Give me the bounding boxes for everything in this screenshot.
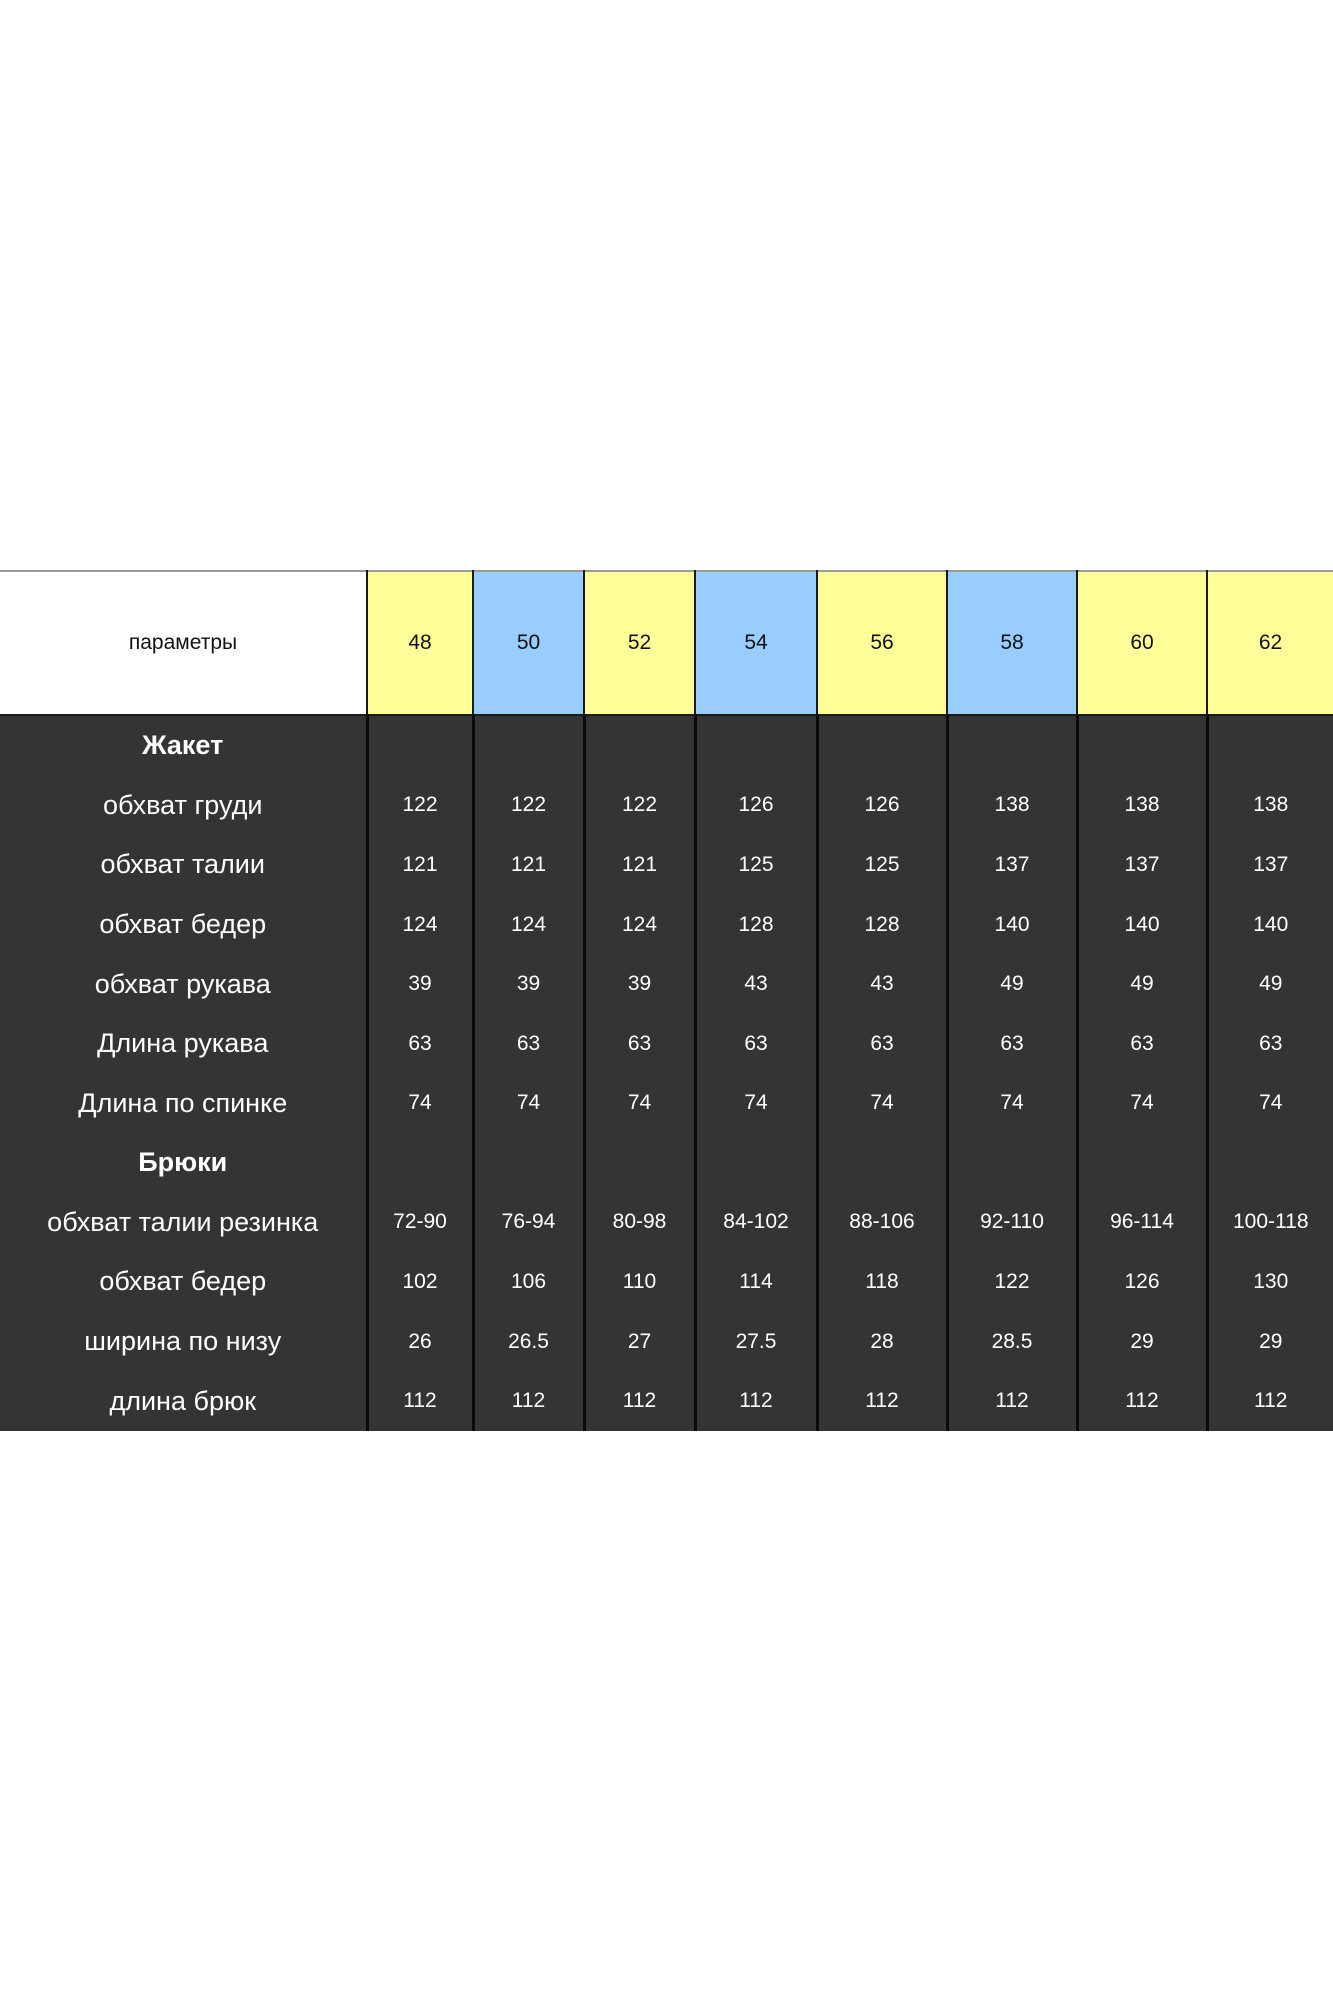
value-cell: 106 — [473, 1252, 584, 1312]
value-cell: 122 — [473, 776, 584, 836]
size-header-50: 50 — [473, 571, 584, 715]
value-cell: 124 — [584, 895, 695, 955]
value-cell: 138 — [947, 776, 1077, 836]
value-cell: 28 — [817, 1312, 947, 1372]
row-label: обхват талии резинка — [0, 1193, 367, 1253]
value-cell — [1207, 1133, 1333, 1193]
value-cell: 125 — [695, 835, 817, 895]
value-cell: 74 — [367, 1073, 473, 1133]
value-cell: 130 — [1207, 1252, 1333, 1312]
value-cell: 102 — [367, 1252, 473, 1312]
value-cell: 121 — [367, 835, 473, 895]
table-row — [0, 1073, 1333, 1133]
value-cell: 63 — [1077, 1014, 1207, 1074]
value-cell: 122 — [947, 1252, 1077, 1312]
value-cell — [817, 715, 947, 776]
size-header-row — [0, 571, 1333, 715]
value-cell: 74 — [947, 1073, 1077, 1133]
value-cell: 137 — [1077, 835, 1207, 895]
value-cell: 74 — [817, 1073, 947, 1133]
value-cell: 112 — [1077, 1371, 1207, 1431]
value-cell — [473, 1133, 584, 1193]
value-cell — [695, 1133, 817, 1193]
value-cell — [367, 1133, 473, 1193]
size-chart-table — [0, 570, 1333, 1431]
value-cell: 26 — [367, 1312, 473, 1372]
value-cell: 29 — [1077, 1312, 1207, 1372]
value-cell: 63 — [367, 1014, 473, 1074]
row-label: Жакет — [0, 715, 367, 776]
value-cell: 124 — [367, 895, 473, 955]
value-cell: 27 — [584, 1312, 695, 1372]
value-cell — [584, 715, 695, 776]
value-cell — [1077, 1133, 1207, 1193]
value-cell: 74 — [584, 1073, 695, 1133]
value-cell: 74 — [1207, 1073, 1333, 1133]
size-header-60: 60 — [1077, 571, 1207, 715]
row-label: ширина по низу — [0, 1312, 367, 1372]
row-label: длина брюк — [0, 1371, 367, 1431]
value-cell: 114 — [695, 1252, 817, 1312]
value-cell: 63 — [1207, 1014, 1333, 1074]
size-header-54: 54 — [695, 571, 817, 715]
table-row — [0, 1193, 1333, 1253]
value-cell: 39 — [473, 954, 584, 1014]
value-cell: 118 — [817, 1252, 947, 1312]
row-label: обхват груди — [0, 776, 367, 836]
value-cell: 122 — [584, 776, 695, 836]
row-label: Брюки — [0, 1133, 367, 1193]
row-label: обхват бедер — [0, 895, 367, 955]
value-cell: 49 — [1077, 954, 1207, 1014]
value-cell: 63 — [473, 1014, 584, 1074]
section-row-jacket — [0, 715, 1333, 776]
value-cell: 26.5 — [473, 1312, 584, 1372]
value-cell — [947, 715, 1077, 776]
value-cell: 112 — [947, 1371, 1077, 1431]
row-label: обхват бедер — [0, 1252, 367, 1312]
value-cell: 128 — [817, 895, 947, 955]
value-cell: 39 — [584, 954, 695, 1014]
value-cell: 140 — [1077, 895, 1207, 955]
value-cell: 112 — [367, 1371, 473, 1431]
table-row — [0, 1252, 1333, 1312]
value-cell: 121 — [584, 835, 695, 895]
value-cell: 74 — [1077, 1073, 1207, 1133]
row-label: Длина рукава — [0, 1014, 367, 1074]
value-cell: 39 — [367, 954, 473, 1014]
value-cell: 140 — [947, 895, 1077, 955]
value-cell: 138 — [1207, 776, 1333, 836]
value-cell — [947, 1133, 1077, 1193]
value-cell: 28.5 — [947, 1312, 1077, 1372]
value-cell — [817, 1133, 947, 1193]
value-cell — [1207, 715, 1333, 776]
value-cell: 112 — [1207, 1371, 1333, 1431]
parameters-header: параметры — [0, 571, 367, 715]
row-label: Длина по спинке — [0, 1073, 367, 1133]
value-cell: 43 — [817, 954, 947, 1014]
value-cell: 63 — [584, 1014, 695, 1074]
value-cell: 112 — [817, 1371, 947, 1431]
table-row — [0, 1014, 1333, 1074]
value-cell — [367, 715, 473, 776]
value-cell — [1077, 715, 1207, 776]
value-cell: 110 — [584, 1252, 695, 1312]
value-cell — [695, 715, 817, 776]
row-label: обхват талии — [0, 835, 367, 895]
value-cell: 140 — [1207, 895, 1333, 955]
value-cell: 121 — [473, 835, 584, 895]
table-row — [0, 1371, 1333, 1431]
value-cell: 125 — [817, 835, 947, 895]
size-header-58: 58 — [947, 571, 1077, 715]
value-cell: 80-98 — [584, 1193, 695, 1253]
table-row — [0, 1312, 1333, 1372]
value-cell: 126 — [817, 776, 947, 836]
table-row — [0, 776, 1333, 836]
size-header-62: 62 — [1207, 571, 1333, 715]
section-row-trousers — [0, 1133, 1333, 1193]
value-cell: 63 — [947, 1014, 1077, 1074]
size-header-52: 52 — [584, 571, 695, 715]
value-cell: 76-94 — [473, 1193, 584, 1253]
value-cell: 72-90 — [367, 1193, 473, 1253]
value-cell: 100-118 — [1207, 1193, 1333, 1253]
value-cell: 124 — [473, 895, 584, 955]
value-cell: 29 — [1207, 1312, 1333, 1372]
value-cell: 112 — [584, 1371, 695, 1431]
value-cell: 63 — [817, 1014, 947, 1074]
size-header-48: 48 — [367, 571, 473, 715]
value-cell — [473, 715, 584, 776]
value-cell: 92-110 — [947, 1193, 1077, 1253]
table-row — [0, 835, 1333, 895]
table-row — [0, 895, 1333, 955]
value-cell: 122 — [367, 776, 473, 836]
value-cell — [584, 1133, 695, 1193]
size-header-56: 56 — [817, 571, 947, 715]
value-cell: 49 — [947, 954, 1077, 1014]
value-cell: 112 — [695, 1371, 817, 1431]
value-cell: 137 — [1207, 835, 1333, 895]
row-label: обхват рукава — [0, 954, 367, 1014]
value-cell: 27.5 — [695, 1312, 817, 1372]
value-cell: 137 — [947, 835, 1077, 895]
value-cell: 74 — [695, 1073, 817, 1133]
value-cell: 49 — [1207, 954, 1333, 1014]
value-cell: 63 — [695, 1014, 817, 1074]
value-cell: 84-102 — [695, 1193, 817, 1253]
value-cell: 126 — [1077, 1252, 1207, 1312]
value-cell: 88-106 — [817, 1193, 947, 1253]
value-cell: 112 — [473, 1371, 584, 1431]
value-cell: 138 — [1077, 776, 1207, 836]
value-cell: 43 — [695, 954, 817, 1014]
table-row — [0, 954, 1333, 1014]
value-cell: 74 — [473, 1073, 584, 1133]
value-cell: 96-114 — [1077, 1193, 1207, 1253]
value-cell: 128 — [695, 895, 817, 955]
value-cell: 126 — [695, 776, 817, 836]
